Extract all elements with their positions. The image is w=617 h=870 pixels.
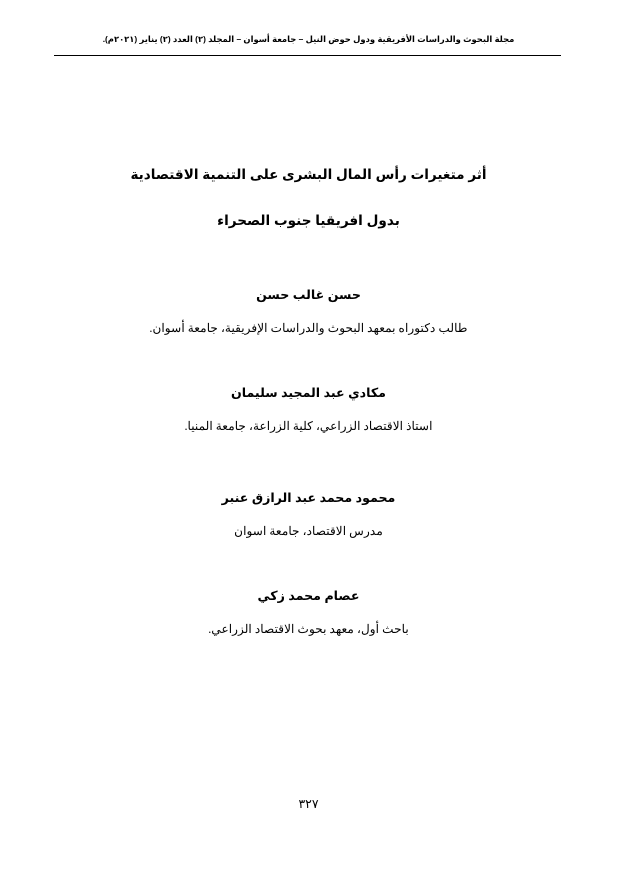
running-header-text: مجلة البحوث والدراسات الأفريقية ودول حوض النيل – جامعة أسوان – المجلد (٢) العدد (٢) يناير (٢٠٢١م). <box>102 34 515 44</box>
author-affiliation: طالب دكتوراه بمعهد البحوث والدراسات الإفريقية، جامعة أسوان. <box>149 321 468 336</box>
spacer <box>60 230 557 287</box>
article-title-line-1: أثر متغيرات رأس المال البشرى على التنمية الاقتصادية <box>130 167 487 182</box>
article-title-line-2: بدول افريقيا جنوب الصحراء <box>217 212 400 228</box>
running-header <box>0 34 617 56</box>
author-affiliation: استاذ الاقتصاد الزراعي، كلية الزراعة، جامعة المنيا. <box>184 418 433 433</box>
author-name: مكادي عبد المجيد سليمان <box>231 386 386 401</box>
author-entry-1 <box>60 287 557 337</box>
page-number: ٣٢٧ <box>298 797 319 811</box>
header-divider <box>54 55 561 56</box>
article-front-matter <box>0 165 617 638</box>
author-entry-3 <box>60 490 557 540</box>
spacer <box>60 435 557 490</box>
author-entry-2 <box>60 385 557 435</box>
spacer <box>60 337 557 385</box>
author-affiliation: باحث أول، معهد بحوث الاقتصاد الزراعي. <box>208 621 409 636</box>
author-entry-4 <box>60 588 557 638</box>
author-affiliation: مدرس الاقتصاد، جامعة اسوان <box>234 523 383 538</box>
spacer <box>60 540 557 588</box>
author-name: محمود محمد عبد الرازق عنبر <box>221 491 396 506</box>
author-name: عصام محمد زكي <box>257 589 360 604</box>
author-name: حسن غالب حسن <box>256 288 361 303</box>
